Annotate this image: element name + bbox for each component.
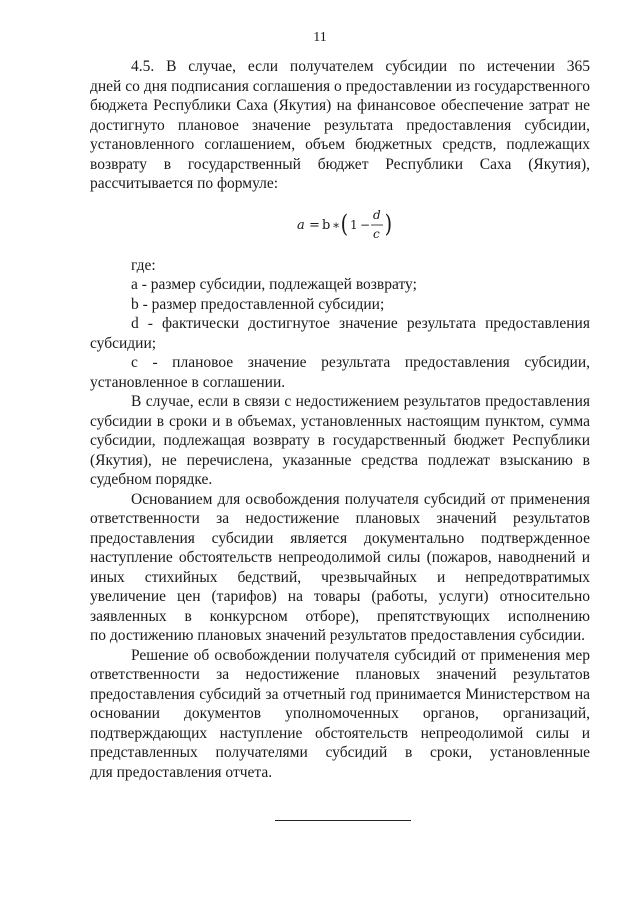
text-line: предоставления субсидии является документально подтвержденное: [90, 529, 590, 547]
text-line: представленных получателями субсидий в сроки, установленные: [90, 744, 590, 761]
text-line: бюджета Республики Саха (Якутия) на финансовое обеспечение затрат не: [90, 97, 590, 114]
text-line: 4.5. В случае, если получателем субсидии по истечении 365: [131, 58, 590, 75]
text-line: (Якутия), не перечислена, указанные средства подлежат взысканию в: [90, 451, 590, 469]
text-line: установленное в соглашении.: [90, 373, 286, 391]
text-line: Основанием для освобождения получателя субсидий от применения: [131, 490, 590, 508]
text-line: В случае, если в связи с недостижением результатов предоставления: [131, 393, 590, 410]
text-line: наступление обстоятельств непреодолимой силы (пожаров, наводнений и: [90, 549, 590, 566]
text-line: Решение об освобождении получателя субсидий от применения мер: [131, 646, 590, 664]
formula-minus: −: [360, 217, 371, 232]
text-line: субсидии в сроки и в объемах, установленных настоящим пунктом, сумма: [90, 412, 590, 430]
formula-lhs: a: [297, 217, 305, 233]
text-line: основании документов уполномоченных органов, организаций,: [90, 705, 590, 722]
formula-denominator: c: [373, 226, 380, 241]
text-line: b - размер предоставленной субсидии;: [131, 295, 385, 313]
formula-numerator: d: [373, 207, 381, 222]
text-line: ответственности за недостижение плановых значений результатов: [90, 666, 590, 683]
text-line: подтверждающих наступление обстоятельств непреодолимой силы и: [90, 724, 590, 742]
formula-b: b: [322, 217, 331, 233]
text-line: предоставления субсидий за отчетный год принимается Министерством на: [90, 685, 590, 703]
document-body: [90, 57, 590, 782]
text-line: ответственности за недостижение плановых значений результатов: [90, 510, 590, 527]
text-line: субсидии;: [90, 334, 157, 352]
text-line: возврату в государственный бюджет Республики Саха (Якутия),: [90, 155, 590, 173]
formula: [90, 194, 590, 256]
footnote-separator: [275, 820, 411, 821]
text-line: a - размер субсидии, подлежащей возврату;: [131, 276, 417, 293]
text-line: достигнуто плановое значение результата предоставления субсидии,: [90, 116, 590, 134]
text-line: дней со дня подписания соглашения о предоставлении из государственного: [90, 77, 590, 95]
text-line: по достижению плановых значений результатов предоставления субсидии.: [90, 627, 586, 644]
text-line: иных стихийных бедствий, чрезвычайных и непредотвратимых: [90, 568, 590, 586]
text-line: заявленных в конкурсном отборе), препятствующих исполнению: [90, 607, 590, 625]
formula-one: 1: [350, 217, 358, 232]
formula-equals: =: [309, 217, 320, 233]
text-line: d - фактически достигнутое значение результата предоставления: [131, 315, 590, 332]
formula-left-paren: (: [340, 210, 349, 239]
formula-graphic: [295, 200, 395, 250]
text-line: увеличение цен (тарифов) на товары (работы, услуги) относительно: [90, 588, 590, 605]
text-line: установленного соглашением, объем бюджетных средств, подлежащих: [90, 136, 590, 153]
text-line: судебном порядке.: [90, 471, 213, 488]
text-line: с - плановое значение результата предоставления субсидии,: [131, 354, 590, 371]
formula-right-paren: ): [384, 210, 393, 239]
page-number: 11: [313, 30, 327, 45]
text-line: где:: [131, 256, 156, 274]
formula-times: ∗: [332, 217, 341, 232]
text-line: субсидии, подлежащая возврату в государственный бюджет Республики: [90, 432, 590, 449]
text-line: рассчитывается по формуле:: [90, 175, 279, 192]
text-line: для предоставления отчета.: [90, 763, 273, 781]
